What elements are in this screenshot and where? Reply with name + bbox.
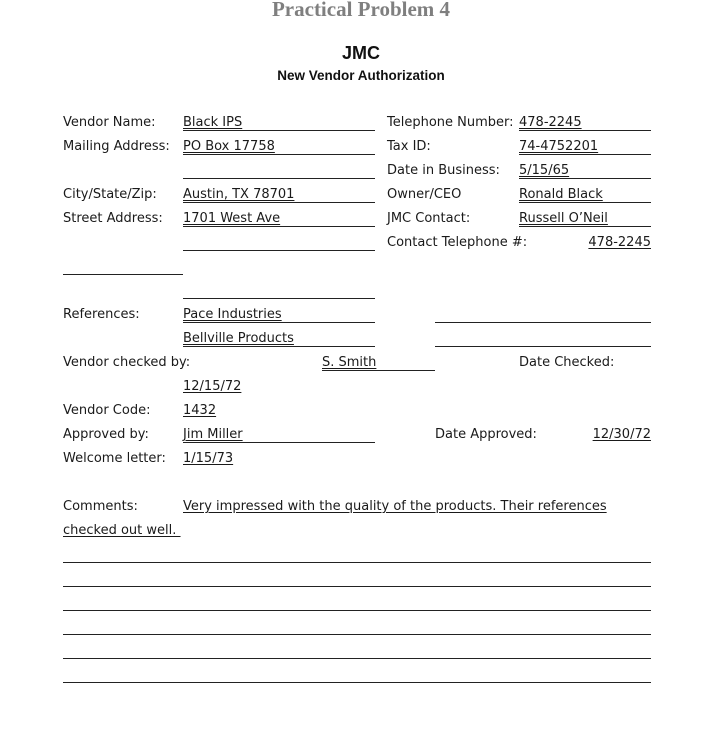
approved-by-label: Approved by:: [63, 427, 149, 442]
approved-by-line: [183, 442, 375, 443]
tax-id-label: Tax ID:: [387, 139, 431, 154]
comment-blank-line[interactable]: [63, 586, 651, 587]
comments-line-1[interactable]: Very impressed with the quality of the products. Their references: [183, 499, 607, 514]
reference-4-line[interactable]: [435, 346, 651, 347]
street-address-value[interactable]: 1701 West Ave: [183, 211, 281, 226]
references-label: References:: [63, 307, 140, 322]
vendor-checked-by-value[interactable]: S. Smith: [322, 355, 377, 370]
tax-id-line: [519, 154, 651, 155]
city-state-zip-label: City/State/Zip:: [63, 187, 157, 202]
date-in-business-label: Date in Business:: [387, 163, 500, 178]
form-title: New Vendor Authorization: [277, 68, 445, 83]
telephone-value[interactable]: 478-2245: [519, 115, 582, 130]
vendor-checked-by-line: [322, 370, 435, 371]
comment-blank-line[interactable]: [63, 634, 651, 635]
reference-1-line: [183, 322, 375, 323]
contact-telephone-value[interactable]: 478-2245: [588, 235, 651, 250]
contact-telephone-label: Contact Telephone #:: [387, 235, 528, 250]
mailing-address-label: Mailing Address:: [63, 139, 170, 154]
telephone-label: Telephone Number:: [387, 115, 514, 130]
street-address-line: [183, 226, 375, 227]
jmc-contact-line: [519, 226, 651, 227]
comments-label: Comments:: [63, 499, 138, 514]
comment-blank-line[interactable]: [63, 610, 651, 611]
reference-3-line[interactable]: [435, 322, 651, 323]
vendor-checked-by-label: Vendor checked by:: [63, 355, 191, 370]
owner-ceo-value[interactable]: Ronald Black: [519, 187, 603, 202]
welcome-letter-value[interactable]: 1/15/73: [183, 451, 234, 466]
reference-1-value[interactable]: Pace Industries: [183, 307, 282, 322]
date-in-business-line: [519, 178, 651, 179]
comments-line-2[interactable]: checked out well.: [63, 523, 181, 538]
date-approved-label: Date Approved:: [435, 427, 537, 442]
tax-id-value[interactable]: 74-4752201: [519, 139, 599, 154]
company-name: JMC: [341, 43, 380, 63]
date-checked-value[interactable]: 12/15/72: [183, 379, 242, 394]
city-state-zip-line: [183, 202, 375, 203]
jmc-contact-value[interactable]: Russell O’Neil: [519, 211, 608, 226]
owner-ceo-line: [519, 202, 651, 203]
comment-blank-line[interactable]: [63, 562, 651, 563]
street-address-line-2[interactable]: [183, 250, 375, 251]
comment-blank-line[interactable]: [63, 658, 651, 659]
comment-blank-line[interactable]: [63, 682, 651, 683]
mailing-address-line-2[interactable]: [183, 178, 375, 179]
mailing-address-value[interactable]: PO Box 17758: [183, 139, 275, 154]
owner-ceo-label: Owner/CEO: [387, 187, 462, 202]
vendor-code-label: Vendor Code:: [63, 403, 151, 418]
blank-line-left[interactable]: [63, 274, 183, 275]
date-checked-label: Date Checked:: [519, 355, 615, 370]
vendor-name-label: Vendor Name:: [63, 115, 156, 130]
jmc-contact-label: JMC Contact:: [387, 211, 471, 226]
vendor-code-value[interactable]: 1432: [183, 403, 217, 418]
vendor-name-line: [183, 130, 375, 131]
reference-2-value[interactable]: Bellville Products: [183, 331, 294, 346]
blank-line-middle[interactable]: [183, 298, 375, 299]
date-approved-value[interactable]: 12/30/72: [592, 427, 651, 442]
telephone-line: [519, 130, 651, 131]
date-in-business-value[interactable]: 5/15/65: [519, 163, 570, 178]
reference-2-line: [183, 346, 375, 347]
approved-by-value[interactable]: Jim Miller: [183, 427, 243, 442]
welcome-letter-label: Welcome letter:: [63, 451, 166, 466]
vendor-name-value[interactable]: Black IPS: [183, 115, 243, 130]
city-state-zip-value[interactable]: Austin, TX 78701: [183, 187, 295, 202]
problem-title: Practical Problem 4: [271, 0, 451, 21]
mailing-address-line: [183, 154, 375, 155]
street-address-label: Street Address:: [63, 211, 163, 226]
